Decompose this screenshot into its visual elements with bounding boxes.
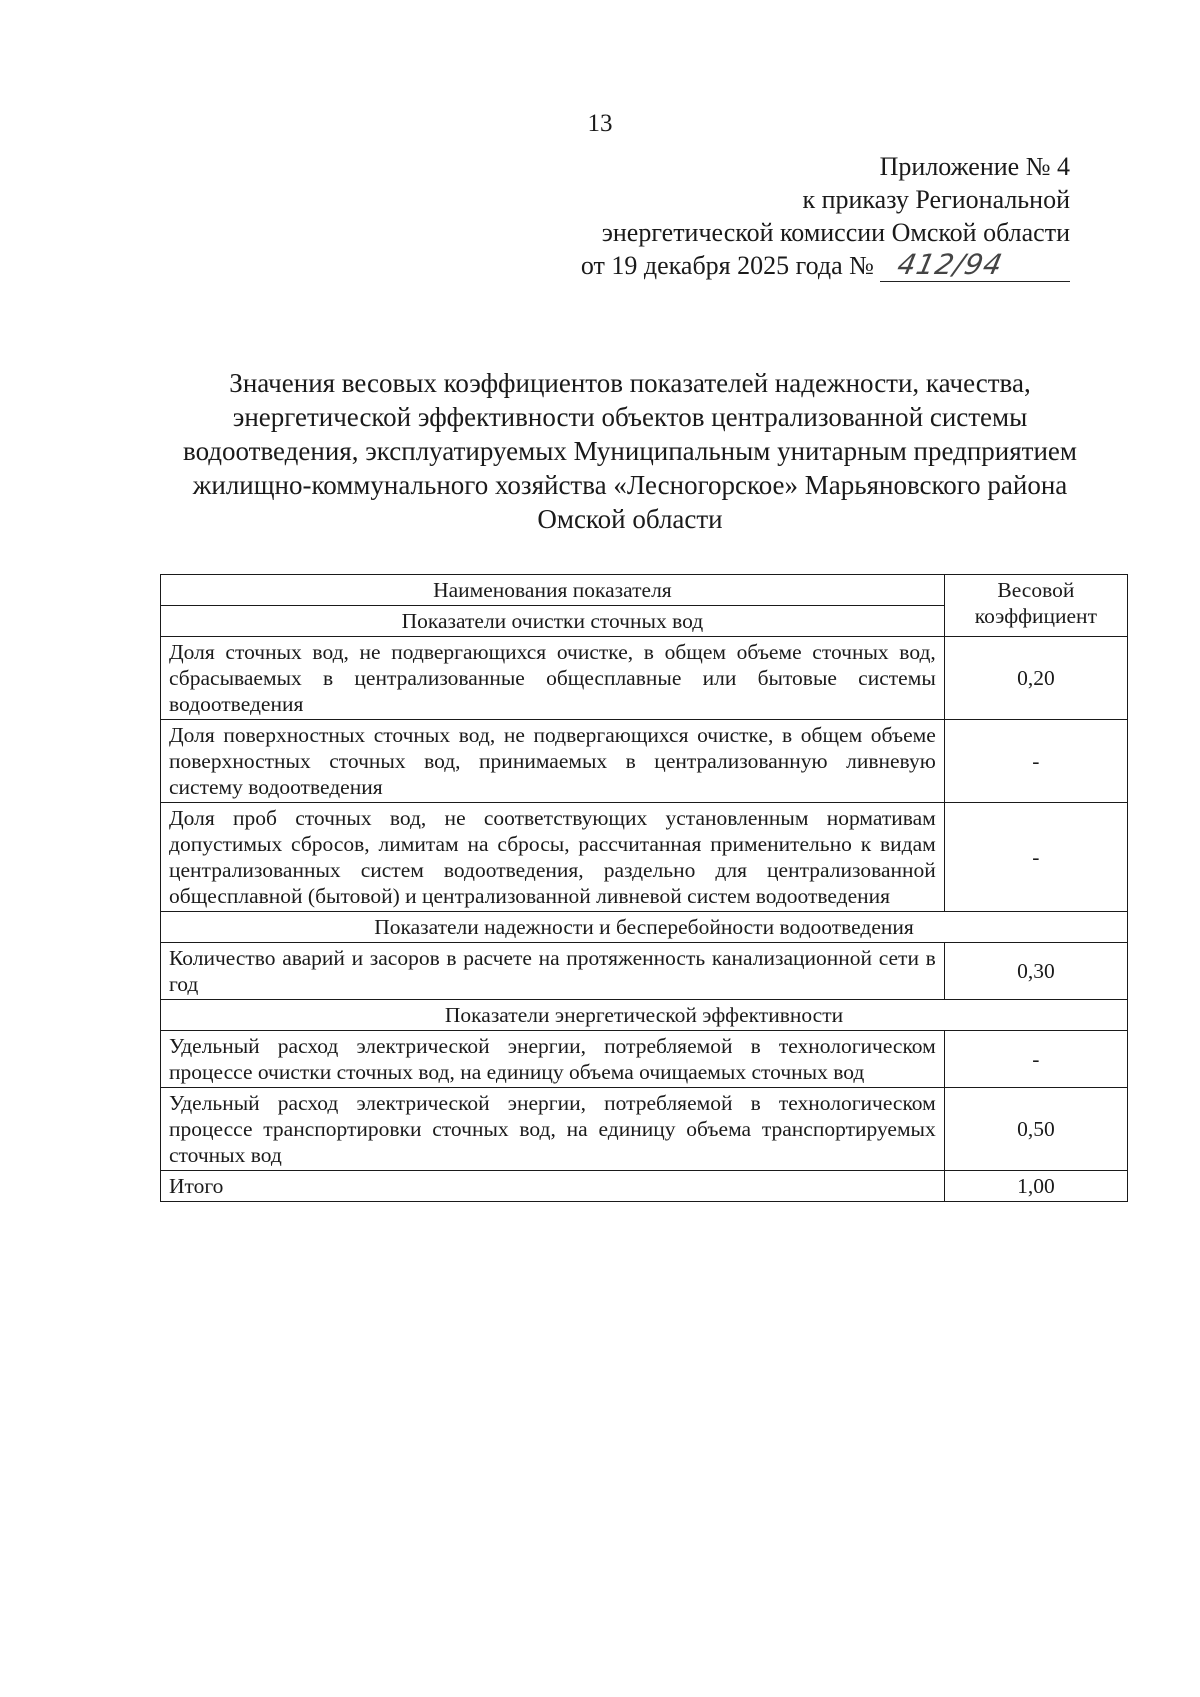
indicator-weight: -: [944, 720, 1127, 803]
appendix-line: от 19 декабря 2025 года №: [580, 251, 874, 280]
total-label: Итого: [161, 1171, 945, 1202]
table-header-row: [161, 575, 1128, 606]
indicator-weight: -: [944, 1031, 1127, 1088]
appendix-line: энергетической комиссии Омской области: [601, 218, 1070, 247]
title-line: Значения весовых коэффициентов показателей надежности, качества,: [229, 368, 1031, 398]
table-row: [161, 1031, 1128, 1088]
indicator-name: Количество аварий и засоров в расчете на протяженность канализационной сети в год: [161, 943, 945, 1000]
title-line: энергетической эффективности объектов централизованной системы: [232, 402, 1028, 432]
indicator-weight: 0,20: [944, 637, 1127, 720]
total-weight: 1,00: [944, 1171, 1127, 1202]
indicator-name: Удельный расход электрической энергии, потребляемой в технологическом процессе очистки сточных вод, на единицу объема очищаемых сточных вод: [161, 1031, 945, 1088]
page-number: 13: [587, 110, 613, 137]
title-line: Омской области: [537, 504, 723, 534]
table-row: [161, 943, 1128, 1000]
indicator-name: Удельный расход электрической энергии, потребляемой в технологическом процессе транспортировки сточных вод, на единицу объема транспортируемых сточных вод: [161, 1088, 945, 1171]
indicator-weight: 0,30: [944, 943, 1127, 1000]
header-weight: Весовой коэффициент: [944, 575, 1127, 637]
order-number-handwritten: 412/94: [894, 248, 1007, 281]
section-title: Показатели надежности и бесперебойности водоотведения: [161, 912, 1128, 943]
title-line: жилищно-коммунального хозяйства «Лесногорское» Марьяновского района: [192, 470, 1068, 500]
indicator-name: Доля проб сточных вод, не соответствующих установленным нормативам допустимых сбросов, лимитам на сбросы, рассчитанная применительно к видам централизованных систем водоотведения, раздельно для централизованной общесплавной (бытовой) и централизованной ливневой систем водоотведения: [161, 803, 945, 912]
document-title: [150, 366, 1110, 536]
table-row: [161, 720, 1128, 803]
table-row: [161, 1088, 1128, 1171]
section-row: [161, 912, 1128, 943]
indicator-weight: -: [944, 803, 1127, 912]
section-row: [161, 1000, 1128, 1031]
appendix-header: [581, 150, 1070, 282]
header-name: Наименования показателя: [161, 575, 945, 606]
section-title: Показатели очистки сточных вод: [161, 606, 945, 637]
appendix-line: к приказу Региональной: [802, 185, 1070, 214]
title-line: водоотведения, эксплуатируемых Муниципальным унитарным предприятием: [183, 436, 1077, 466]
appendix-order-line: [581, 249, 1070, 282]
table-row: [161, 803, 1128, 912]
indicator-weight: 0,50: [944, 1088, 1127, 1171]
table-row: [161, 637, 1128, 720]
indicator-name: Доля сточных вод, не подвергающихся очистке, в общем объеме сточных вод, сбрасываемых в централизованные общесплавные или бытовые системы водоотведения: [161, 637, 945, 720]
order-number-signature: [880, 248, 1070, 282]
weights-table: [160, 574, 1128, 1202]
indicator-name: Доля поверхностных сточных вод, не подвергающихся очистке, в общем объеме поверхностных сточных вод, принимаемых в централизованную ливневую систему водоотведения: [161, 720, 945, 803]
total-row: [161, 1171, 1128, 1202]
appendix-line: Приложение № 4: [879, 152, 1070, 181]
section-title: Показатели энергетической эффективности: [161, 1000, 1128, 1031]
